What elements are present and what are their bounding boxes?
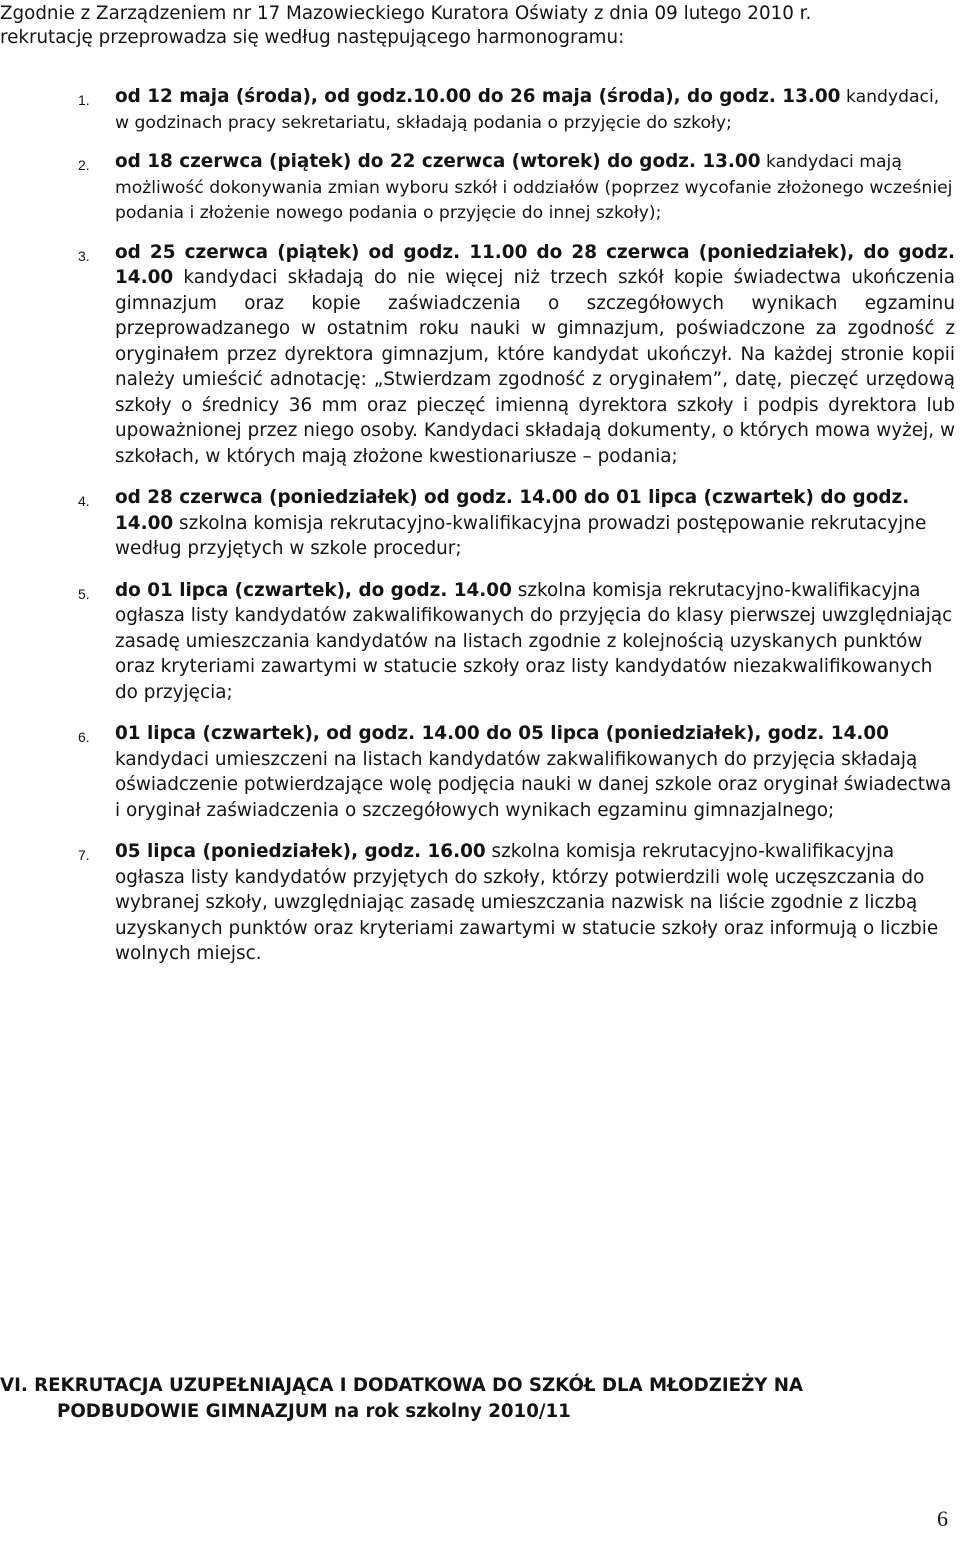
item-description: kandydaci, w godzinach pracy sekretariatu, składają podania o przyjęcie do szkoły; [115, 87, 940, 133]
item-number: 7. [78, 847, 90, 863]
list-item [0, 839, 955, 967]
list-item [0, 240, 955, 470]
list-item [0, 721, 955, 823]
list-item [0, 84, 955, 136]
section-heading-line-2: PODBUDOWIE GIMNAZJUM na rok szkolny 2010/11 [57, 1401, 571, 1422]
item-number: 2. [78, 157, 90, 173]
intro-line-2: rekrutację przeprowadza się według następującego harmonogramu: [0, 27, 625, 48]
item-date-range: do 01 lipca (czwartek), do godz. 14.00 [115, 579, 512, 601]
item-number: 4. [78, 493, 90, 509]
intro-paragraph [0, 2, 955, 50]
item-date-range: od 25 czerwca (piątek) od godz. 11.00 do 28 czerwca (poniedziałek), do godz. 14.00 [115, 241, 955, 288]
item-date-range: 05 lipca (poniedziałek), godz. 16.00 [115, 841, 486, 862]
page-number: 6 [937, 1506, 948, 1531]
section-heading [0, 1373, 960, 1425]
intro-line-1: Zgodnie z Zarządzeniem nr 17 Mazowieckiego Kuratora Oświaty z dnia 09 lutego 2010 r. [0, 3, 812, 24]
item-description: szkolna komisja rekrutacyjno-kwalifikacyjna prowadzi postępowanie rekrutacyjne według przyjętych w szkole procedur; [115, 512, 927, 559]
item-description: kandydaci składają do nie więcej niż trzech szkół kopie świadectwa ukończenia gimnazjum oraz kopie zaświadczenia o szczegółowych wynikach egzaminu przeprowadzanego w ostatnim roku nauki w gimnazjum, poświadczone za zgodność z oryginałem przez dyrektora gimnazjum, które kandydat ukończył. Na każdej stronie kopii należy umieścić adnotację: „Stwierdzam zgodność z oryginałem”, datę, pieczęć urzędową szkoły o średnicy 36 mm oraz pieczęć imienną dyrektora szkoły i podpis dyrektora lub upoważnionej przez niego osoby. Kandydaci składają dokumenty, o których mowa wyżej, w szkołach, w których mają złożone kwestionariusze – podania; [115, 267, 955, 467]
list-item [0, 578, 955, 706]
item-description: kandydaci mają możliwość dokonywania zmian wyboru szkół i oddziałów (poprzez wycofanie złożonego wcześniej podania i złożenie nowego podania o przyjęcie do innej szkoły); [115, 152, 953, 223]
item-description: szkolna komisja rekrutacyjno-kwalifikacyjna ogłasza listy kandydatów przyjętych do szkoły, którzy potwierdzili wolę uczęszczania do wybranej szkoły, uwzględniając zasadę umieszczania nazwisk na liście zgodnie z liczbą uzyskanych punktów oraz kryteriami zawartymi w statucie szkoły oraz informują o liczbie wolnych miejsc. [115, 841, 939, 964]
item-number: 1. [78, 92, 90, 108]
item-date-range: od 28 czerwca (poniedziałek) od godz. 14.00 do 01 lipca (czwartek) do godz. 14.00 [115, 487, 910, 534]
item-number: 3. [78, 247, 90, 264]
item-description: kandydaci umieszczeni na listach kandydatów zakwalifikowanych do przyjęcia składają oświadczenie potwierdzające wolę podjęcia nauki w danej szkole oraz oryginał świadectwa i oryginał zaświadczenia o szczegółowych wynikach egzaminu gimnazjalnego; [115, 748, 952, 821]
item-date-range: 01 lipca (czwartek), od godz. 14.00 do 05 lipca (poniedziałek), godz. 14.00 [115, 723, 889, 744]
list-item [0, 485, 955, 562]
schedule-list [0, 84, 955, 979]
list-item [0, 149, 955, 227]
item-number: 5. [78, 585, 90, 602]
item-description: szkolna komisja rekrutacyjno-kwalifikacyjna ogłasza listy kandydatów zakwalifikowanych do przyjęcia do klasy pierwszej uwzględniając zasadę umieszczania kandydatów na listach zgodnie z kolejnością uzyskanych punktów oraz kryteriami zawartymi w statucie szkoły oraz listy kandydatów niezakwalifikowanych do przyjęcia; [115, 579, 953, 703]
section-heading-line-1: VI. REKRUTACJA UZUPEŁNIAJĄCA I DODATKOWA DO SZKÓŁ DLA MŁODZIEŻY NA [0, 1375, 804, 1396]
item-number: 6. [78, 729, 90, 745]
item-date-range: od 18 czerwca (piątek) do 22 czerwca (wtorek) do godz. 13.00 [115, 151, 761, 172]
item-date-range: od 12 maja (środa), od godz.10.00 do 26 maja (środa), do godz. 13.00 [115, 86, 841, 107]
